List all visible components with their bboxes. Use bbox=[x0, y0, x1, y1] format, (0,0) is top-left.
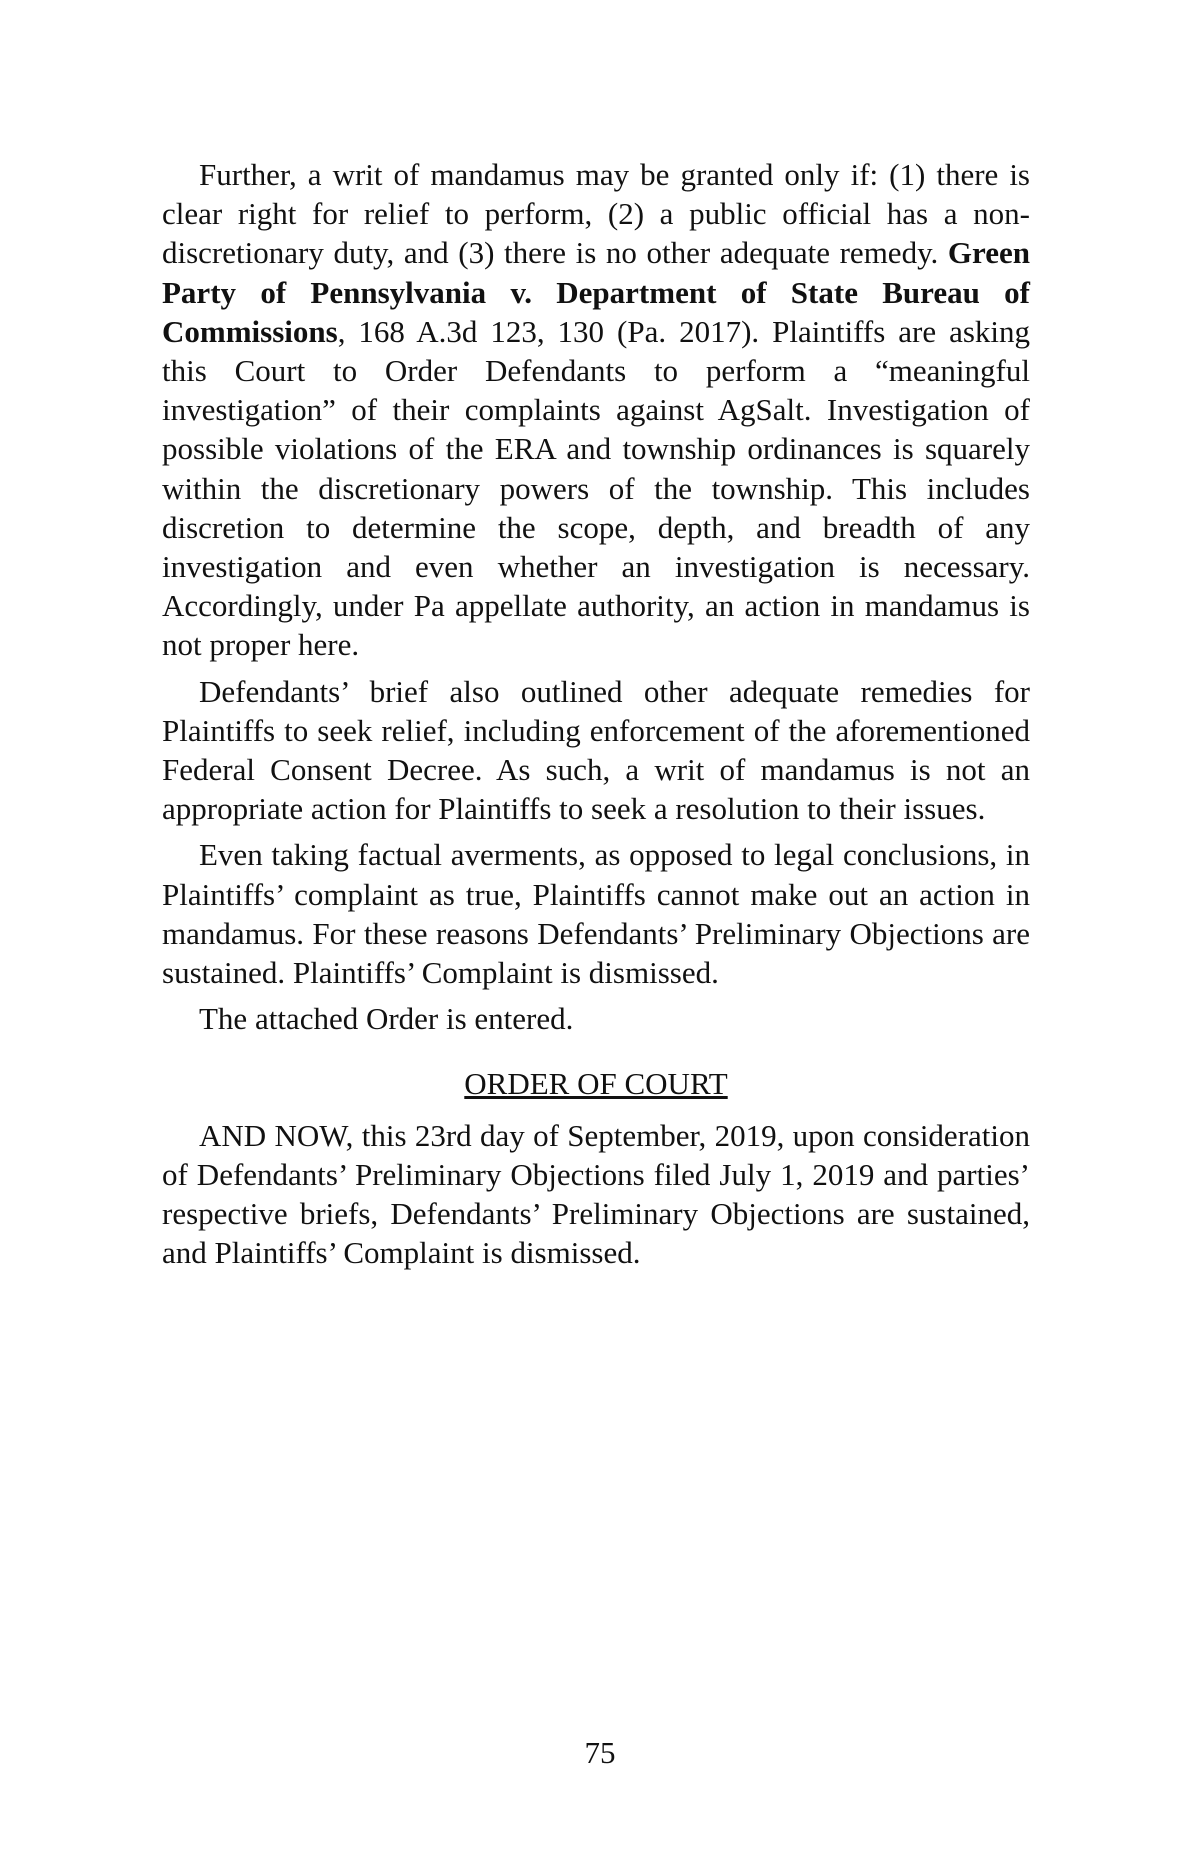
case-citation-name: Green Party of Pennsylvania v. Department of State Bureau of Commissions bbox=[162, 235, 1030, 349]
order-paragraph: AND NOW, this 23rd day of September, 2019, upon consideration of Defendants’ Preliminary Objections filed July 1, 2019 and parties’ respective briefs, Defendants’ Preliminary Objections are sustained, and Plaintiffs’ Complaint is dismissed. bbox=[162, 1117, 1030, 1271]
body-text bbox=[162, 155, 1030, 1279]
order-heading: ORDER OF COURT bbox=[464, 1066, 728, 1102]
paragraph-adequate-remedies: Defendants’ brief also outlined other adequate remedies for Plaintiffs to seek relief, including enforcement of the aforementioned Federal Consent Decree. As such, a writ of mandamus is not an appropriate action for Plaintiffs to seek a resolution to their issues. bbox=[162, 673, 1030, 827]
paragraph-conclusion: Even taking factual averments, as opposed to legal conclusions, in Plaintiffs’ complaint as true, Plaintiffs cannot make out an action in mandamus. For these reasons Defendants’ Preliminary Objections are sustained. Plaintiffs’ Complaint is dismissed. bbox=[162, 837, 1030, 991]
paragraph-text: , 168 A.3d 123, 130 (Pa. 2017). Plaintiffs are asking this Court to Order Defendants to perform a “meaningful investigation” of their complaints against AgSalt. Investigation of possible violations of the ERA and township ordinances is squarely within the discretionary powers of the township. This includes discretion to determine the scope, depth, and breadth of any investigation and even whether an investigation is necessary. Accordingly, under Pa appellate authority, an action in mandamus is not proper here. bbox=[162, 313, 1030, 663]
page-number: 75 bbox=[584, 1735, 616, 1770]
paragraph-text: Further, a writ of mandamus may be granted only if: (1) there is clear right for relief to perform, (2) a public official has a non-discretionary duty, and (3) there is no other adequate remedy. bbox=[162, 157, 1030, 271]
paragraph-order-entered: The attached Order is entered. bbox=[199, 1001, 574, 1037]
paragraph-mandamus-standard bbox=[162, 155, 1030, 665]
